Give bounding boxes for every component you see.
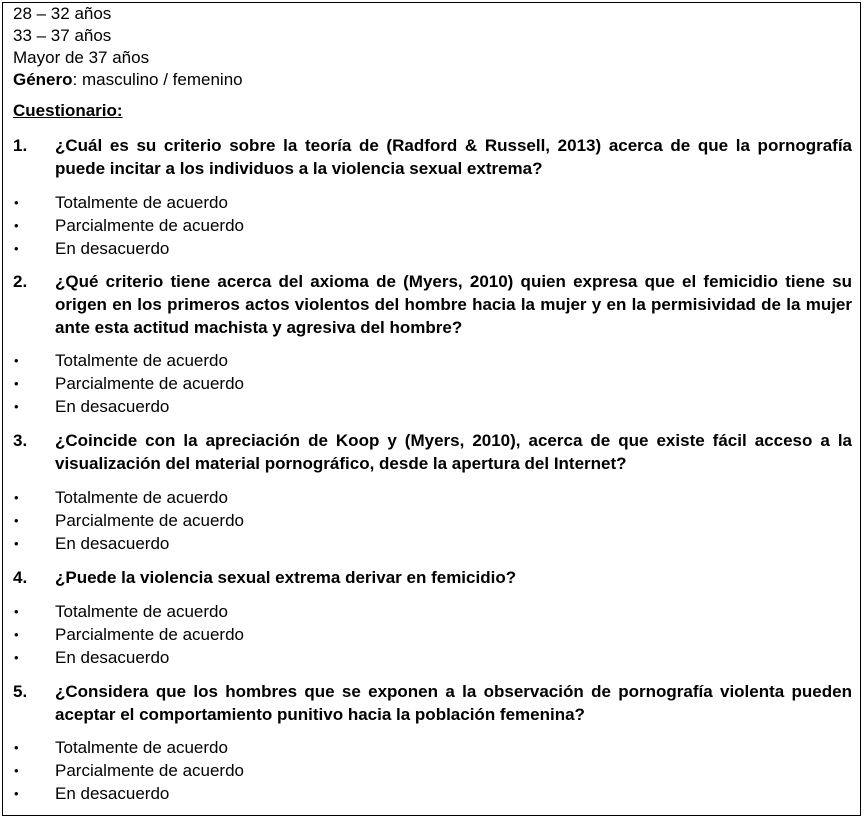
age-option-3: Mayor de 37 años	[13, 48, 150, 67]
answer-option[interactable]	[13, 191, 244, 214]
gender-value: : masculino / femenino	[72, 70, 243, 89]
bullet-icon: •	[14, 786, 19, 801]
bullet-icon: •	[14, 353, 19, 368]
answer-option[interactable]	[13, 646, 244, 669]
bullet-icon: •	[14, 763, 19, 778]
answer-option-label: En desacuerdo	[55, 534, 170, 553]
bullet-icon: •	[14, 241, 19, 256]
questionnaire-heading: Cuestionario:	[13, 101, 123, 120]
answer-option-label: Parcialmente de acuerdo	[55, 761, 245, 780]
answer-option[interactable]	[13, 349, 244, 372]
question-number: 3.	[13, 431, 28, 450]
answer-option[interactable]	[13, 623, 244, 646]
answer-option-label: En desacuerdo	[55, 397, 170, 416]
gender-label: Género	[13, 70, 73, 89]
question-text: ¿Considera que los hombres que se exponen a la observación de pornografía violenta pueden aceptar el comportamiento punitivo hacia la población femenina?	[55, 682, 852, 724]
answer-options-2	[13, 349, 244, 418]
answer-options-3	[13, 486, 244, 555]
answer-option-label: Totalmente de acuerdo	[55, 602, 228, 621]
bullet-icon: •	[14, 218, 19, 233]
answer-option-label: Parcialmente de acuerdo	[55, 625, 245, 644]
answer-option-label: Parcialmente de acuerdo	[55, 216, 245, 235]
age-option-1: 28 – 32 años	[13, 4, 112, 23]
question-text: ¿Qué criterio tiene acerca del axioma de (Myers, 2010) quien expresa que el femicidio tiene su origen en los primeros actos violentos del hombre hacia la mujer y en la permisividad de la mujer ante esta actitud machista y agresiva del hombre?	[55, 272, 852, 337]
answer-option-label: Totalmente de acuerdo	[55, 351, 228, 370]
answer-option-label: Totalmente de acuerdo	[55, 738, 228, 757]
answer-option-label: Totalmente de acuerdo	[55, 488, 228, 507]
answer-option[interactable]	[13, 759, 244, 782]
answer-option[interactable]	[13, 736, 244, 759]
bullet-icon: •	[14, 376, 19, 391]
answer-options-1	[13, 191, 244, 260]
question-1	[13, 134, 852, 180]
question-number: 4.	[13, 568, 28, 587]
bullet-icon: •	[14, 490, 19, 505]
question-number: 5.	[13, 682, 28, 701]
answer-option[interactable]	[13, 782, 244, 805]
question-2	[13, 270, 852, 339]
bullet-icon: •	[14, 195, 19, 210]
answer-option[interactable]	[13, 214, 244, 237]
answer-option-label: En desacuerdo	[55, 648, 170, 667]
bullet-icon: •	[14, 399, 19, 414]
answer-option-label: En desacuerdo	[55, 784, 170, 803]
question-number: 1.	[13, 136, 28, 155]
question-3	[13, 429, 852, 475]
answer-option-label: En desacuerdo	[55, 239, 170, 258]
answer-option[interactable]	[13, 509, 244, 532]
question-text: ¿Puede la violencia sexual extrema derivar en femicidio?	[55, 568, 517, 587]
question-number: 2.	[13, 272, 28, 291]
gender-line	[13, 70, 243, 90]
bullet-icon: •	[14, 536, 19, 551]
age-option-2: 33 – 37 años	[13, 26, 112, 45]
answer-option-label: Parcialmente de acuerdo	[55, 511, 245, 530]
answer-option[interactable]	[13, 532, 244, 555]
bullet-icon: •	[14, 513, 19, 528]
answer-option[interactable]	[13, 372, 244, 395]
question-text: ¿Cuál es su criterio sobre la teoría de (Radford & Russell, 2013) acerca de que la pornografía puede incitar a los individuos a la violencia sexual extrema?	[55, 136, 852, 178]
bullet-icon: •	[14, 740, 19, 755]
answer-option[interactable]	[13, 395, 244, 418]
answer-option[interactable]	[13, 600, 244, 623]
bullet-icon: •	[14, 604, 19, 619]
answer-option[interactable]	[13, 486, 244, 509]
question-4	[13, 566, 852, 589]
question-5	[13, 680, 852, 726]
question-text: ¿Coincide con la apreciación de Koop y (Myers, 2010), acerca de que existe fácil acceso a la visualización del material pornográfico, desde la apertura del Internet?	[55, 431, 852, 473]
answer-options-4	[13, 600, 244, 669]
answer-option-label: Totalmente de acuerdo	[55, 193, 228, 212]
answer-option[interactable]	[13, 237, 244, 260]
answer-options-5	[13, 736, 244, 805]
bullet-icon: •	[14, 627, 19, 642]
bullet-icon: •	[14, 650, 19, 665]
answer-option-label: Parcialmente de acuerdo	[55, 374, 245, 393]
